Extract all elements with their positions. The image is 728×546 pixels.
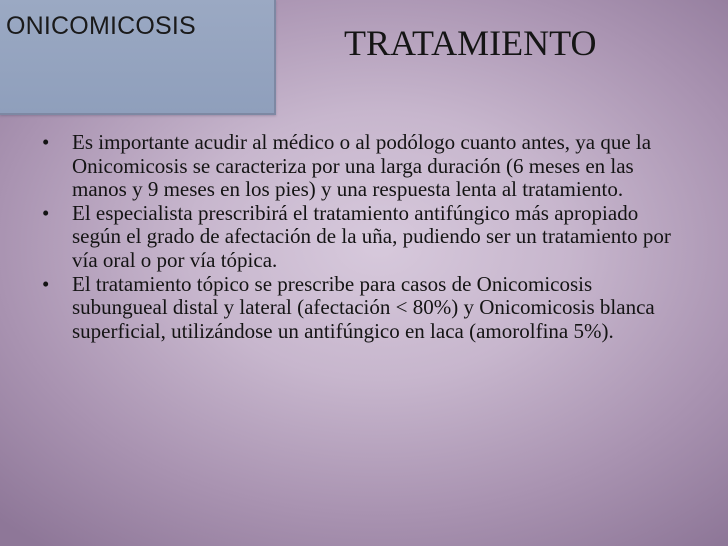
bullet-text: El tratamiento tópico se prescribe para casos de Onicomicosis subungueal distal y lateral (afectación < 80%) y Onicomicosis blanca superficial, utilizándose un antifúngico en laca (amorolfina 5%).: [72, 271, 655, 343]
bullet-dot-icon: •: [42, 200, 50, 225]
bullet-item: [40, 202, 690, 273]
bullet-dot-icon: •: [42, 271, 50, 296]
slide-title: TRATAMIENTO: [344, 23, 597, 63]
section-tag: ONICOMICOSIS: [6, 12, 196, 40]
section-tag-box: [0, 0, 276, 115]
bullet-list: [40, 131, 690, 343]
bullet-item: [40, 273, 690, 344]
bullet-dot-icon: •: [42, 130, 50, 154]
bullet-item: [40, 131, 690, 202]
bullet-text: El especialista prescribirá el tratamiento antifúngico más apropiado según el grado de afectación de la uña, pudiendo ser un tratamiento por vía oral o por vía tópica.: [72, 200, 671, 272]
bullet-text: Es importante acudir al médico o al podólogo cuanto antes, ya que la Onicomicosis se caracteriza por una larga duración (6 meses en las manos y 9 meses en los pies) y una respuesta lenta al tratamiento.: [72, 130, 652, 202]
